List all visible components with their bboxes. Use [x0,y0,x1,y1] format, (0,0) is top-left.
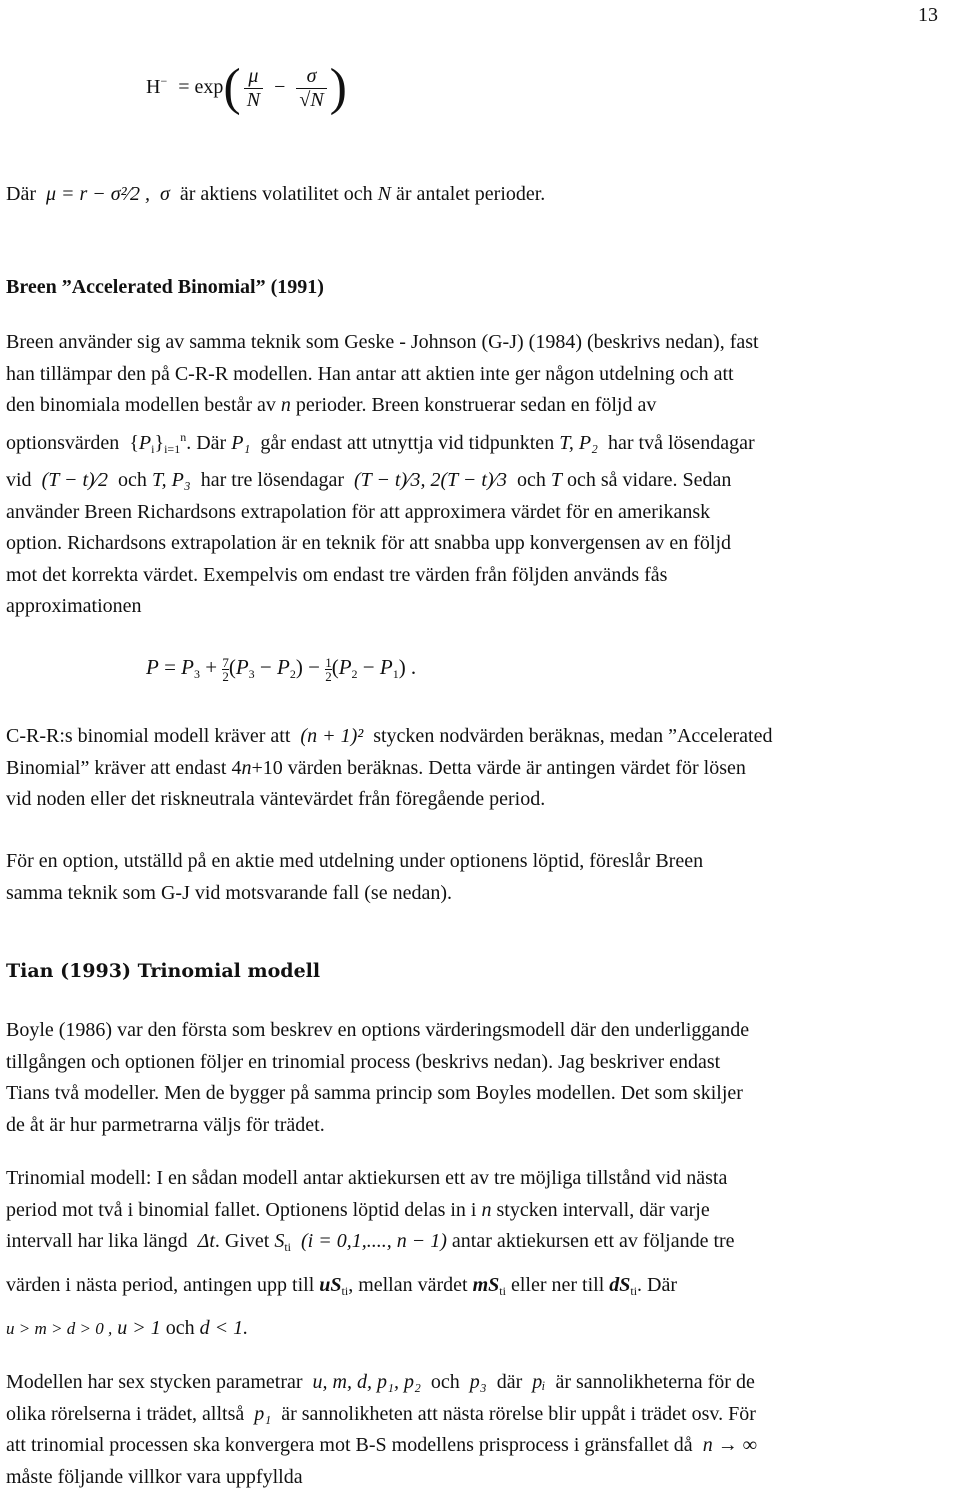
paragraph-dividend: För en option, utställd på en aktie med utdelning under optionens löptid, föreslår Breen samma teknik som G-J vid motsvarande fall (se nedan). [6,850,704,904]
definition-line: Där μ = r − σ²⁄2 , σ är aktiens volatilitet och N är antalet perioder. [6,183,546,205]
formula-richardson: $P = P_3$ + $\frac{7}{2}$ $(P_3 - P_2)$ − $\frac{1}{2}$ $(P_2 - P_1)$ . [146,654,417,684]
formula-paren-open: ( [223,59,241,116]
formula-h-exp [146,59,347,116]
formula-paren-close: ) [329,59,347,116]
paragraph-parameters: Modellen har sex stycken parametrar u, m, d, p₁, p₂ och p₃ där pᵢ är sannolikheterna för de olika rörelserna i trädet, alltså p₁ är sannolikheten att nästa rörelse blir uppåt i trädet osv. För att trinomial processen ska konvergera mot B-S modellens prisprocess i gränsfallet då n → ∞ måste följande villkor vara uppfyllda [6,1371,757,1488]
paragraph-crr: C-R-R:s binomial modell kräver att (n + 1)² stycken nodvärden beräknas, medan ”Accelerated Binomial” kräver att endast 4n+10 värden beräknas. Detta värde är antingen värdet för lösen vid noden eller det riskneutrala väntevärdet från föregående period. [6,725,773,810]
formula-exp: = exp [178,75,224,98]
formula-lhs: H− [146,73,168,98]
option-set: $\{P_i\}_{i=1}^n$ [129,429,187,456]
mu-definition: μ = r − σ²⁄2 , [45,183,150,205]
heading-tian: Tian (1993) Trinomial modell [6,960,321,982]
formula-frac-sigma: $\frac{\sigma}{√N}$ [296,65,326,112]
paragraph-boyle: Boyle (1986) var den första som beskrev en options värderingsmodell där den underliggande tillgången och optionen följer en trinomial process (beskrivs nedan). Jag beskriver endast Tians två modeller. Men de bygger på samma princip som Boyles modellen. Det som skiljer de åt är hur parmetrarna väljs för trädet. [6,1019,750,1136]
heading-breen: Breen ”Accelerated Binomial” (1991) [6,276,324,298]
formula-minus: − [274,75,286,98]
paragraph-trinomial: Trinomial modell: I en sådan modell antar aktiekursen ett av tre möjliga tillstånd vid nästa period mot två i binomial fallet. Optionens löptid delas in i n stycken intervall, där varje intervall har lika längd Δt. Givet $S_{ti}$ (i = 0,1,...., n − 1) antar aktiekursen ett av följande tre värden i nästa period, antingen upp till $uS_{ti}$, mellan värdet $mS_{ti}$ eller ner till $dS_{ti}$. Där u > m > d > 0 , u > 1 och d < 1. [6,1167,735,1339]
page-number: 13 [918,4,938,26]
paragraph-breen: Breen använder sig av samma teknik som Geske - Johnson (G-J) (1984) (beskrivs nedan), fast han tillämpar den på C-R-R modellen. Han antar att aktien inte ger någon utdelning och att den binomiala modellen består av n perioder. Breen konstruerar sedan en följd av optionsvärden $\{P_i\}_{i=1}^n$. Där P₁ går endast att utnyttja vid tidpunkten T, P₂ har två lösendagar vid (T − t)⁄2 och T, P₃ har tre lösendagar (T − t)⁄3, 2(T − t)⁄3 och T och så vidare. Sedan använder Breen Richardsons extrapolation för att approximera värdet för en amerikansk option. Richardsons extrapolation är en teknik för att snabba upp konvergensen av en följd mot det korrekta värdet. Exempelvis om endast tre värden från följden används fås approximationen [6,331,759,617]
formula-frac-mu: $\frac{\mu}{N}$ [244,65,263,112]
